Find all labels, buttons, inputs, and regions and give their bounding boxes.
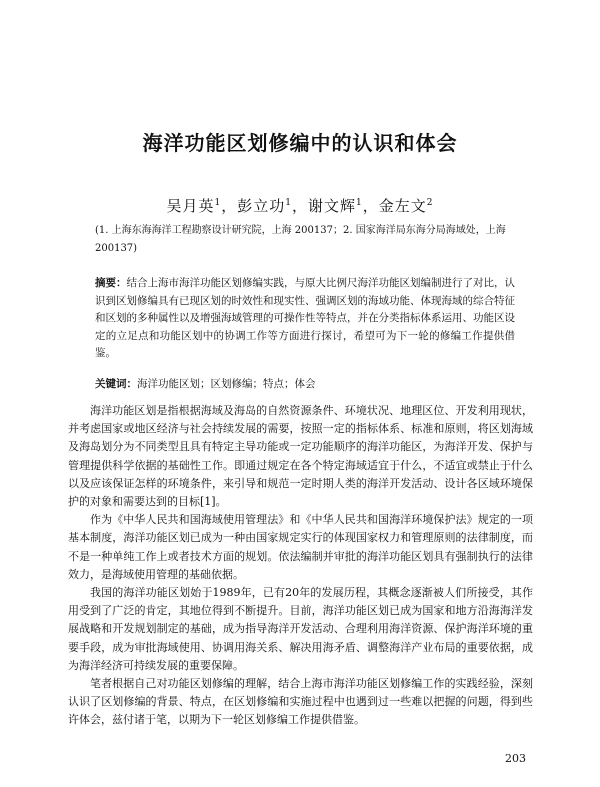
author-affiliation-mark: 2: [426, 198, 434, 208]
keywords-text: 海洋功能区划；区划修编；特点；体会: [137, 378, 316, 390]
body-paragraph: 作为《中华人民共和国海域使用管理法》和《中华人民共和国海洋环境保护法》规定的一项基本制度，海洋功能区划已成为一种由国家规定实行的体现国家权力和管理原则的法律制度，而不是一种单纯工作上或者技术方面的规划。依法编制并审批的海洋功能区划具有强制执行的法律效力，是海域使用管理的基础依据。: [68, 513, 533, 581]
body-paragraph: 我国的海洋功能区划始于1989年，已有20年的发展历程，其概念逐渐被人们所接受，其作用受到了广泛的肯定，其地位得到不断提升。目前，海洋功能区划已成为国家和地方沿海海洋发展战略和开发规划制定的基础，成为指导海洋开发活动、合理利用海洋资源、保护海洋环境的重要手段，成为审批海域使用、协调用海关系、解决用海矛盾、调整海洋产业布局的重要依据，成为海洋经济可持续发展的重要保障。: [68, 586, 533, 672]
author-name: 彭立功: [237, 197, 286, 215]
abstract-label: 摘要：: [95, 277, 127, 289]
body-paragraph: 笔者根据自己对功能区划修编的理解，结合上海市海洋功能区划修编工作的实践经验，深刻认识了区划修编的背景、特点，在区划修编和实施过程中也遇到过一些难以把握的问题，得到些许体会，兹付诸于笔，以期为下一轮区划修编工作提供借鉴。: [68, 677, 533, 727]
author-affiliation-mark: 1: [356, 198, 363, 208]
affiliation: (1. 上海东海海洋工程勘察设计研究院，上海 200137；2. 国家海洋局东海分局海域处，上海 200137): [95, 225, 506, 254]
author-list: [0, 195, 600, 216]
body-paragraph: 海洋功能区划是指根据海域及海岛的自然资源条件、环境状况、地理区位、开发利用现状，并考虑国家或地区经济与社会持续发展的需要，按照一定的指标体系、标准和原则，将区划海域及海岛划分为不同类型且具有特定主导功能或一定功能顺序的海洋功能区，为海洋开发、保护与管理提供科学依据的基础性工作。即通过规定在各个特定海域适宜于什么，不适宜或禁止于什么以及应该保证怎样的环境条件，来引导和规范一定时期人类的海洋开发活动、设计各区域环境保护的对象和需要达到的目标[1]。: [68, 404, 533, 509]
author-separator: ，: [362, 197, 379, 215]
paper-title: 海洋功能区划修编中的认识和体会: [142, 131, 458, 155]
author-name: 吴月英: [166, 197, 215, 215]
author-name: 谢文辉: [308, 197, 357, 215]
author-affiliation-mark: 1: [285, 198, 292, 208]
abstract-text: 结合上海市海洋功能区划修编实践，与原大比例尺海洋功能区划编制进行了对比，认识到区划修编具有已现区划的时效性和现实性、强调区划的海域功能、体现海域的综合特征和区划的多种属性以及增强海域管理的可操作性等特点，并在分类指标体系运用、功能区设定的立足点和功能区划中的协调工作等方面进行探讨，希望可为下一轮的修编工作提供借鉴。: [95, 277, 515, 359]
author-separator: ，: [291, 197, 308, 215]
author-name: 金左文: [378, 197, 427, 215]
abstract: [95, 275, 515, 363]
author-separator: ，: [221, 197, 238, 215]
author-affiliation-mark: 1: [214, 198, 222, 208]
body-text: [68, 402, 533, 730]
keywords: [95, 376, 515, 393]
page-number: 203: [505, 752, 526, 765]
keywords-label: 关键词：: [95, 378, 137, 390]
